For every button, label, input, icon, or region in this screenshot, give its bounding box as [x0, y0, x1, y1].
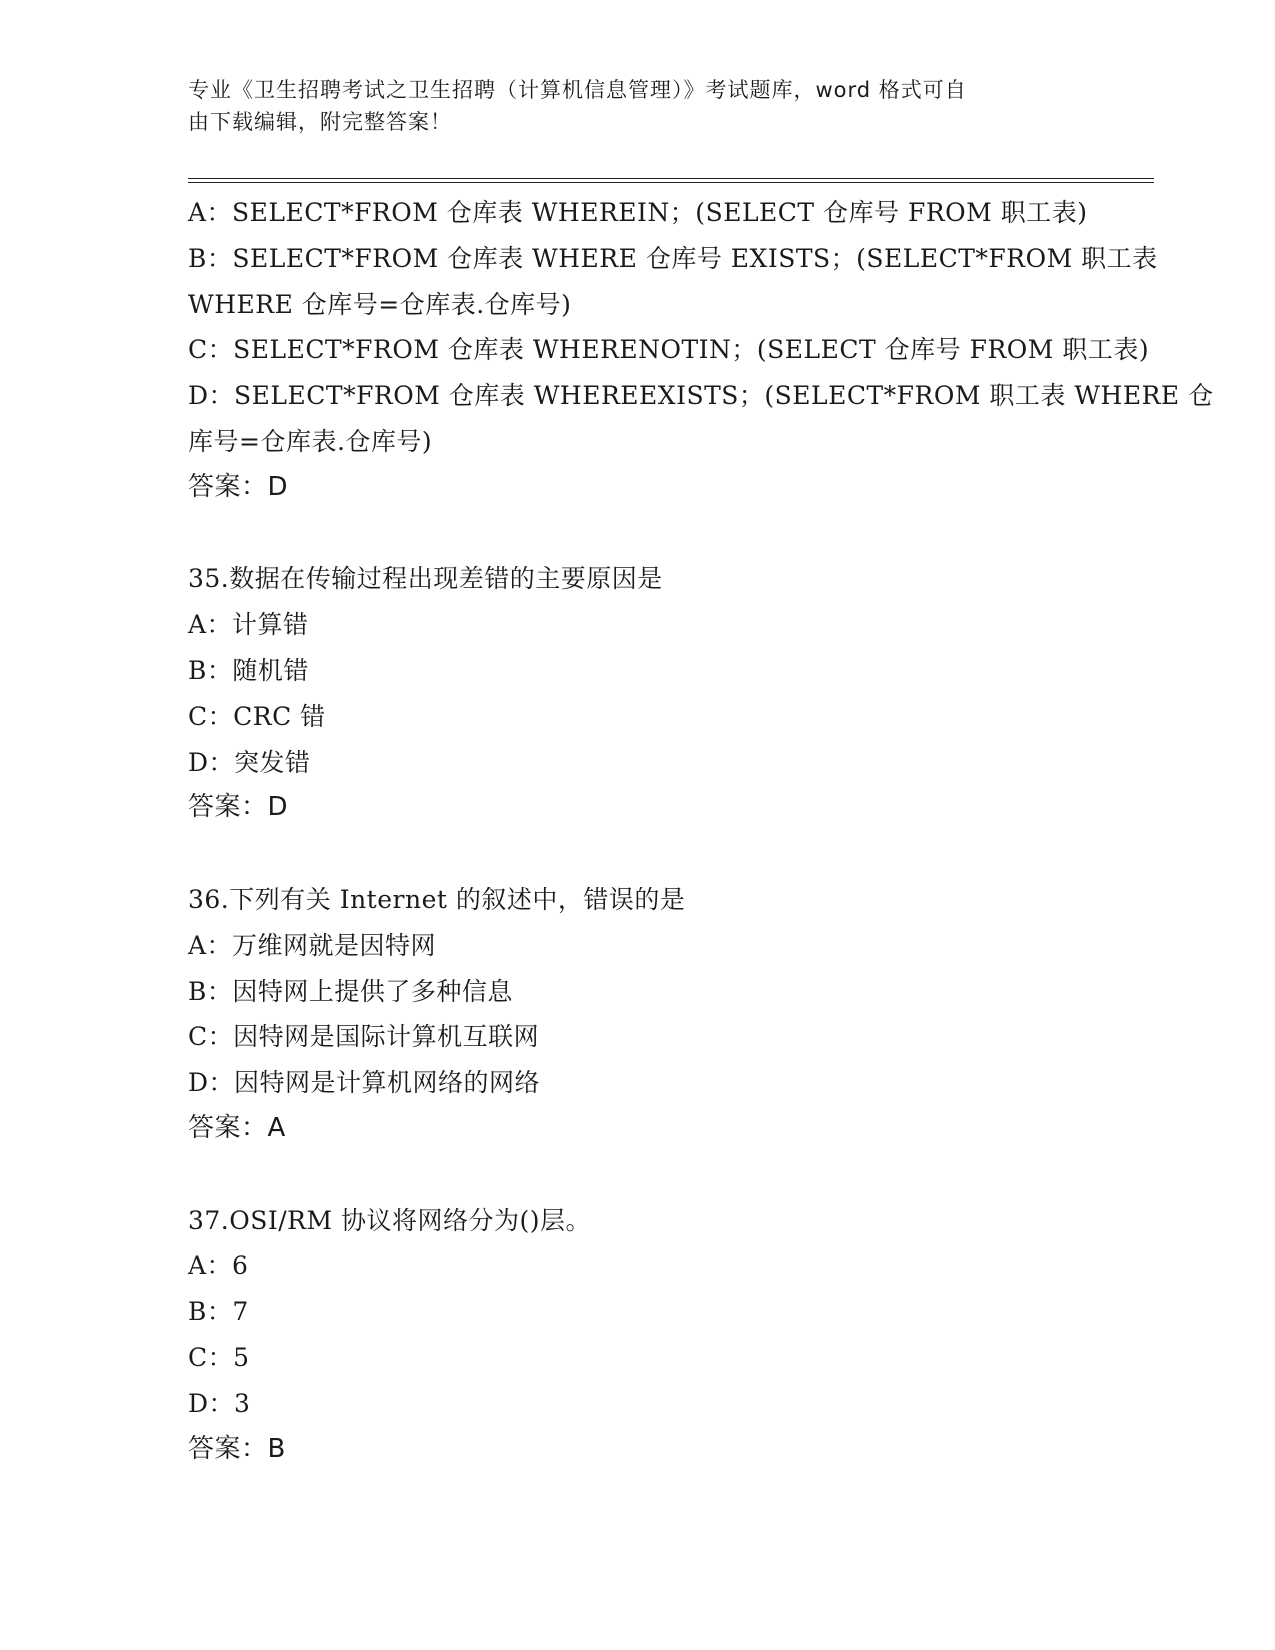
option-c: C：5 — [188, 1342, 250, 1372]
option-c: C：因特网是国际计算机互联网 — [188, 1022, 540, 1052]
answer: 答案：D — [188, 471, 289, 502]
question-text: 35.数据在传输过程出现差错的主要原因是 — [188, 564, 663, 594]
option-d: D：突发错 — [188, 747, 311, 777]
option-a: A：6 — [188, 1251, 249, 1281]
option-a: A：计算错 — [188, 610, 309, 640]
option-b: B：随机错 — [188, 655, 309, 685]
spacer — [188, 1152, 1088, 1198]
question-list — [188, 190, 1214, 1472]
option-a: A：SELECT*FROM 仓库表 WHEREIN；(SELECT 仓库号 FROM 职工表) — [188, 198, 1088, 227]
header-divider-top — [188, 178, 1154, 179]
option-c: C：SELECT*FROM 仓库表 WHERENOTIN；(SELECT 仓库号 FROM 职工表) — [188, 335, 1150, 365]
option-b: B：7 — [188, 1297, 249, 1327]
option-d: D：SELECT*FROM 仓库表 WHEREEXISTS；(SELECT*FROM 职工表 WHERE 仓 — [188, 381, 1214, 411]
document-header — [188, 74, 1068, 138]
question-text: 36.下列有关 Internet 的叙述中，错误的是 — [188, 884, 686, 914]
header-line-2: 由下载编辑，附完整答案！ — [188, 110, 452, 134]
answer: 答案：D — [188, 792, 289, 823]
question-36 — [188, 877, 1088, 1152]
option-d: D：因特网是计算机网络的网络 — [188, 1068, 541, 1098]
question-text: 37.OSI/RM 协议将网络分为()层。 — [188, 1205, 592, 1235]
question-37 — [188, 1198, 1088, 1473]
header-line-1: 专业《卫生招聘考试之卫生招聘（计算机信息管理）》考试题库，word 格式可自 — [188, 78, 967, 102]
option-a: A：万维网就是因特网 — [188, 930, 437, 960]
option-c: C：CRC 错 — [188, 701, 326, 731]
option-d: D：3 — [188, 1388, 251, 1418]
question-34-options — [188, 190, 1214, 511]
question-35 — [188, 556, 1088, 831]
spacer — [188, 831, 1088, 877]
header-divider-bottom — [188, 182, 1154, 183]
option-b-continued: WHERE 仓库号=仓库表.仓库号) — [188, 289, 572, 319]
answer: 答案：A — [188, 1112, 286, 1143]
answer: 答案：B — [188, 1433, 286, 1464]
option-d-continued: 库号=仓库表.仓库号) — [188, 426, 433, 456]
spacer — [188, 511, 1088, 557]
option-b: B：因特网上提供了多种信息 — [188, 976, 513, 1006]
option-b: B：SELECT*FROM 仓库表 WHERE 仓库号 EXISTS；(SELECT*FROM 职工表 — [188, 243, 1158, 273]
